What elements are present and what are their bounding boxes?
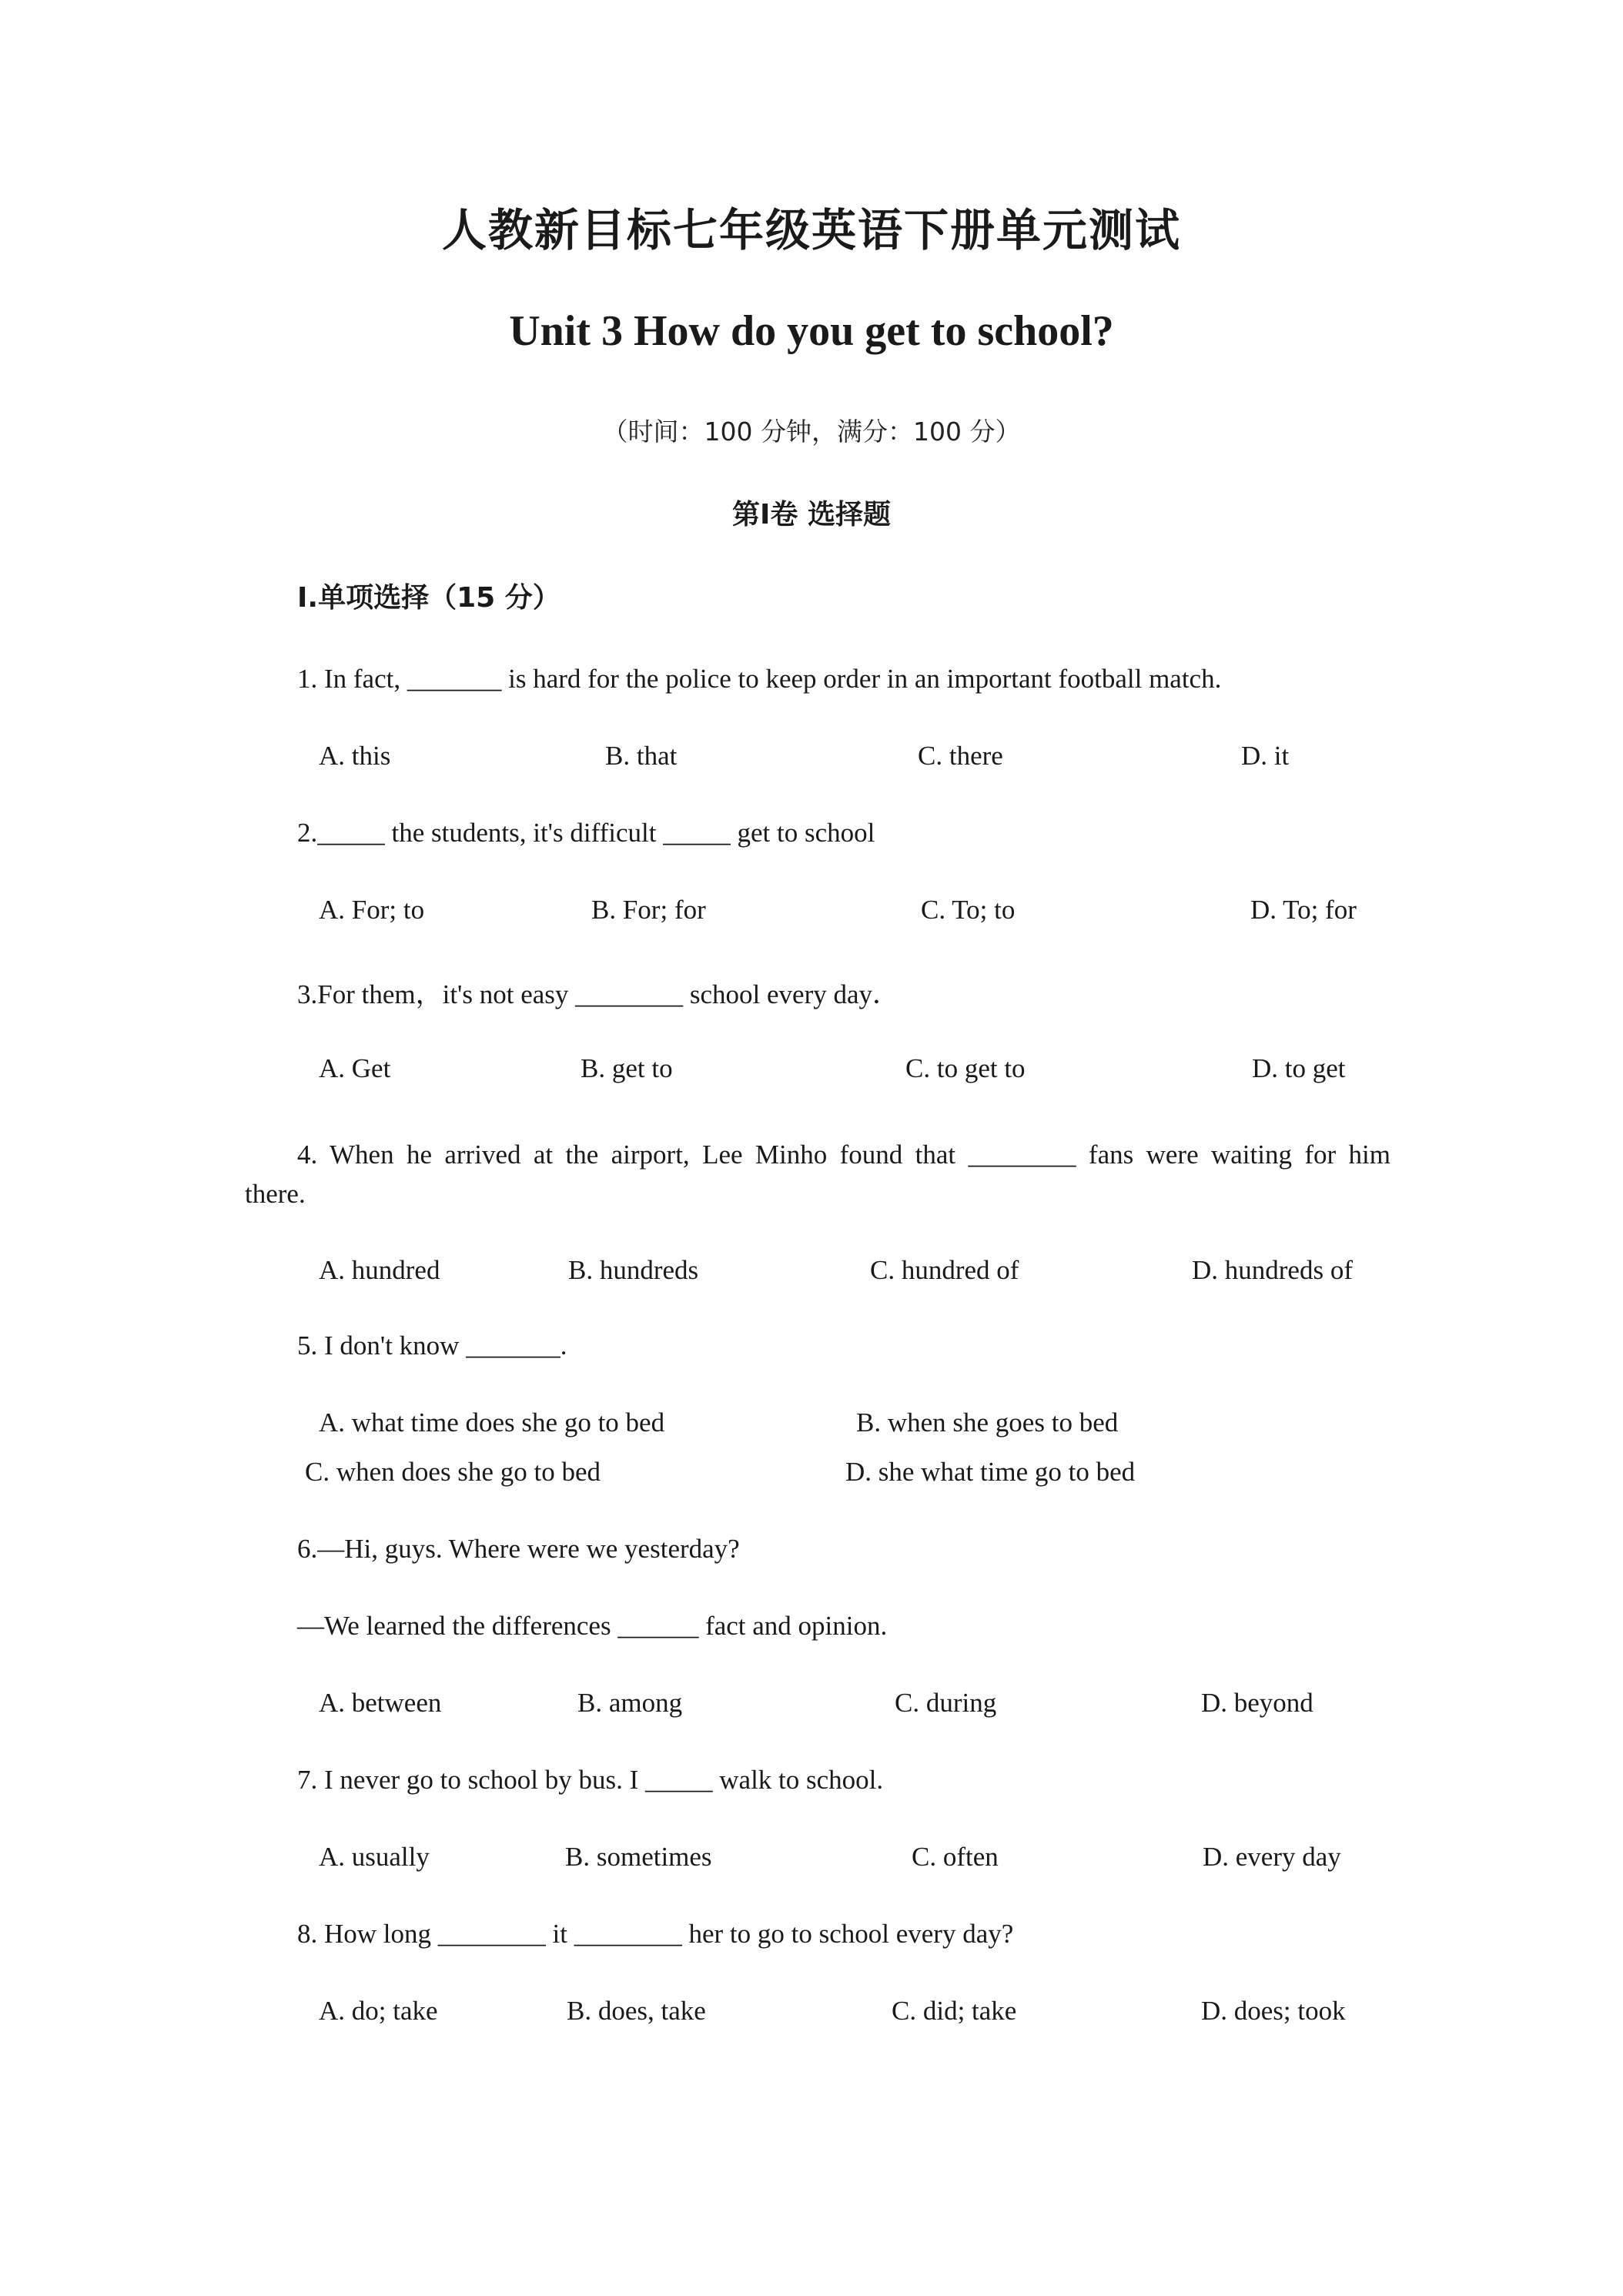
option-c: C. To; to bbox=[921, 895, 1016, 925]
option-a: A. do; take bbox=[319, 1996, 438, 2026]
option-d: D. every day bbox=[1203, 1842, 1341, 1872]
option-d: D. she what time go to bed bbox=[845, 1457, 1136, 1487]
option-c: C. did; take bbox=[892, 1996, 1017, 2026]
option-b: B. does, take bbox=[567, 1996, 706, 2026]
option-b: B. get to bbox=[581, 1053, 673, 1083]
option-b: B. among bbox=[577, 1688, 683, 1718]
option-b: B. that bbox=[605, 741, 678, 771]
question-stem: 6.—Hi, guys. Where were we yesterday? bbox=[297, 1534, 740, 1564]
option-a: A. between bbox=[319, 1688, 442, 1718]
option-d: D. beyond bbox=[1201, 1688, 1313, 1718]
option-b: B. when she goes to bed bbox=[856, 1407, 1119, 1438]
question-stem-continuation: there. bbox=[245, 1179, 306, 1209]
option-c: C. when does she go to bed bbox=[305, 1457, 601, 1487]
option-a: A. usually bbox=[319, 1842, 430, 1872]
time-info: （时间：100 分钟，满分：100 分） bbox=[602, 417, 1021, 447]
question-stem: 5. I don't know _______. bbox=[297, 1330, 567, 1361]
question-stem: 8. How long ________ it ________ her to go to school every day? bbox=[297, 1919, 1014, 1949]
section-heading: Ⅰ.单项选择（15 分） bbox=[297, 582, 561, 614]
option-d: D. to get bbox=[1252, 1053, 1346, 1083]
option-d: D. To; for bbox=[1250, 895, 1357, 925]
option-c: C. there bbox=[918, 741, 1003, 771]
option-b: B. sometimes bbox=[565, 1842, 712, 1872]
question-stem: 1. In fact, _______ is hard for the police to keep order in an important football match. bbox=[297, 664, 1222, 694]
volume-heading: 第Ⅰ卷 选择题 bbox=[732, 499, 891, 530]
option-a: A. what time does she go to bed bbox=[319, 1407, 665, 1438]
option-c: C. during bbox=[895, 1688, 997, 1718]
option-b: B. For; for bbox=[591, 895, 706, 925]
question-stem: 3.For them，it's not easy ________ school every day． bbox=[297, 979, 900, 1009]
option-a: A. Get bbox=[319, 1053, 391, 1083]
question-stem-reply: —We learned the differences ______ fact and opinion. bbox=[297, 1611, 888, 1641]
option-c: C. hundred of bbox=[870, 1255, 1019, 1285]
page-title: 人教新目标七年级英语下册单元测试 bbox=[441, 204, 1181, 256]
question-stem: 2._____ the students, it's difficult _____ get to school bbox=[297, 818, 875, 848]
option-b: B. hundreds bbox=[568, 1255, 699, 1285]
option-d: D. hundreds of bbox=[1192, 1255, 1353, 1285]
option-c: C. to get to bbox=[905, 1053, 1026, 1083]
question-stem: 7. I never go to school by bus. I _____ walk to school. bbox=[297, 1765, 884, 1795]
unit-subtitle: Unit 3 How do you get to school? bbox=[509, 307, 1114, 355]
question-stem: 4. When he arrived at the airport, Lee Minho found that ________ fans were waiting for him bbox=[297, 1140, 1390, 1170]
option-a: A. For; to bbox=[319, 895, 425, 925]
option-a: A. this bbox=[319, 741, 391, 771]
option-a: A. hundred bbox=[319, 1255, 440, 1285]
option-c: C. often bbox=[912, 1842, 999, 1872]
option-d: D. does; took bbox=[1201, 1996, 1346, 2026]
option-d: D. it bbox=[1241, 741, 1290, 771]
